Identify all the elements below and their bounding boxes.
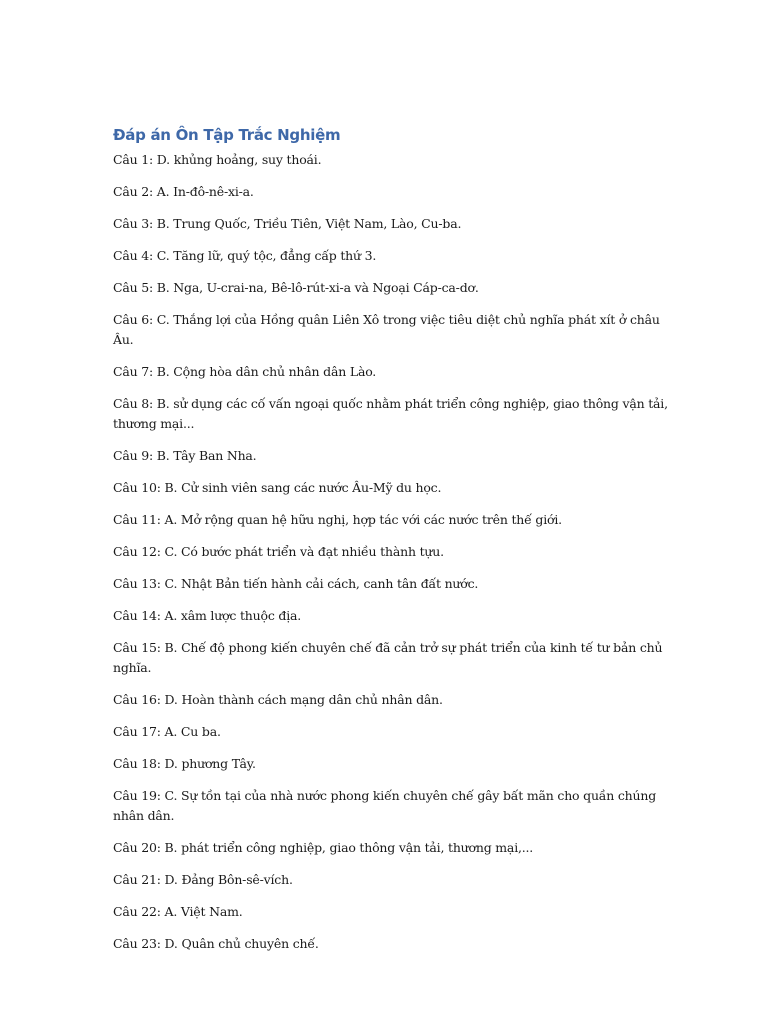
document-title: Đáp án Ôn Tập Trắc Nghiệm	[113, 126, 341, 144]
answer-item: Câu 8: B. sử dụng các cố vấn ngoại quốc nhằm phát triển công nghiệp, giao thông vận tải, thương mại...	[113, 396, 668, 431]
answer-item: Câu 10: B. Cử sinh viên sang các nước Âu-Mỹ du học.	[113, 480, 442, 495]
answer-item: Câu 21: D. Đảng Bôn-sê-vích.	[113, 872, 293, 887]
answer-item: Câu 13: C. Nhật Bản tiến hành cải cách, canh tân đất nước.	[113, 576, 479, 591]
answer-item: Câu 18: D. phương Tây.	[113, 756, 256, 771]
answer-item: Câu 6: C. Thắng lợi của Hồng quân Liên Xô trong việc tiêu diệt chủ nghĩa phát xít ở châu Âu.	[113, 312, 660, 347]
answer-item: Câu 3: B. Trung Quốc, Triều Tiên, Việt Nam, Lào, Cu-ba.	[113, 216, 462, 231]
answer-item: Câu 7: B. Cộng hòa dân chủ nhân dân Lào.	[113, 364, 377, 379]
answer-item: Câu 5: B. Nga, U-crai-na, Bê-lô-rút-xi-a và Ngoại Cáp-ca-dơ.	[113, 280, 479, 295]
answer-item: Câu 2: A. In-đô-nê-xi-a.	[113, 184, 254, 199]
answer-item: Câu 15: B. Chế độ phong kiến chuyên chế đã cản trở sự phát triển của kinh tế tư bản chủ nghĩa.	[113, 640, 663, 675]
answer-item: Câu 14: A. xâm lược thuộc địa.	[113, 608, 302, 623]
answer-list	[113, 150, 673, 954]
answer-item: Câu 12: C. Có bước phát triển và đạt nhiều thành tựu.	[113, 544, 444, 559]
answer-item: Câu 23: D. Quân chủ chuyên chế.	[113, 936, 319, 951]
answer-item: Câu 17: A. Cu ba.	[113, 724, 221, 739]
answer-item: Câu 11: A. Mở rộng quan hệ hữu nghị, hợp tác với các nước trên thế giới.	[113, 512, 562, 527]
document-page	[113, 124, 673, 966]
answer-item: Câu 20: B. phát triển công nghiệp, giao thông vận tải, thương mại,...	[113, 840, 534, 855]
answer-item: Câu 4: C. Tăng lữ, quý tộc, đẳng cấp thứ 3.	[113, 248, 377, 263]
answer-item: Câu 16: D. Hoàn thành cách mạng dân chủ nhân dân.	[113, 692, 443, 707]
answer-item: Câu 19: C. Sự tồn tại của nhà nước phong kiến chuyên chế gây bất mãn cho quần chúng nhân dân.	[113, 788, 657, 823]
answer-item: Câu 1: D. khủng hoảng, suy thoái.	[113, 152, 322, 167]
answer-item: Câu 9: B. Tây Ban Nha.	[113, 448, 257, 463]
answer-item: Câu 22: A. Việt Nam.	[113, 904, 243, 919]
